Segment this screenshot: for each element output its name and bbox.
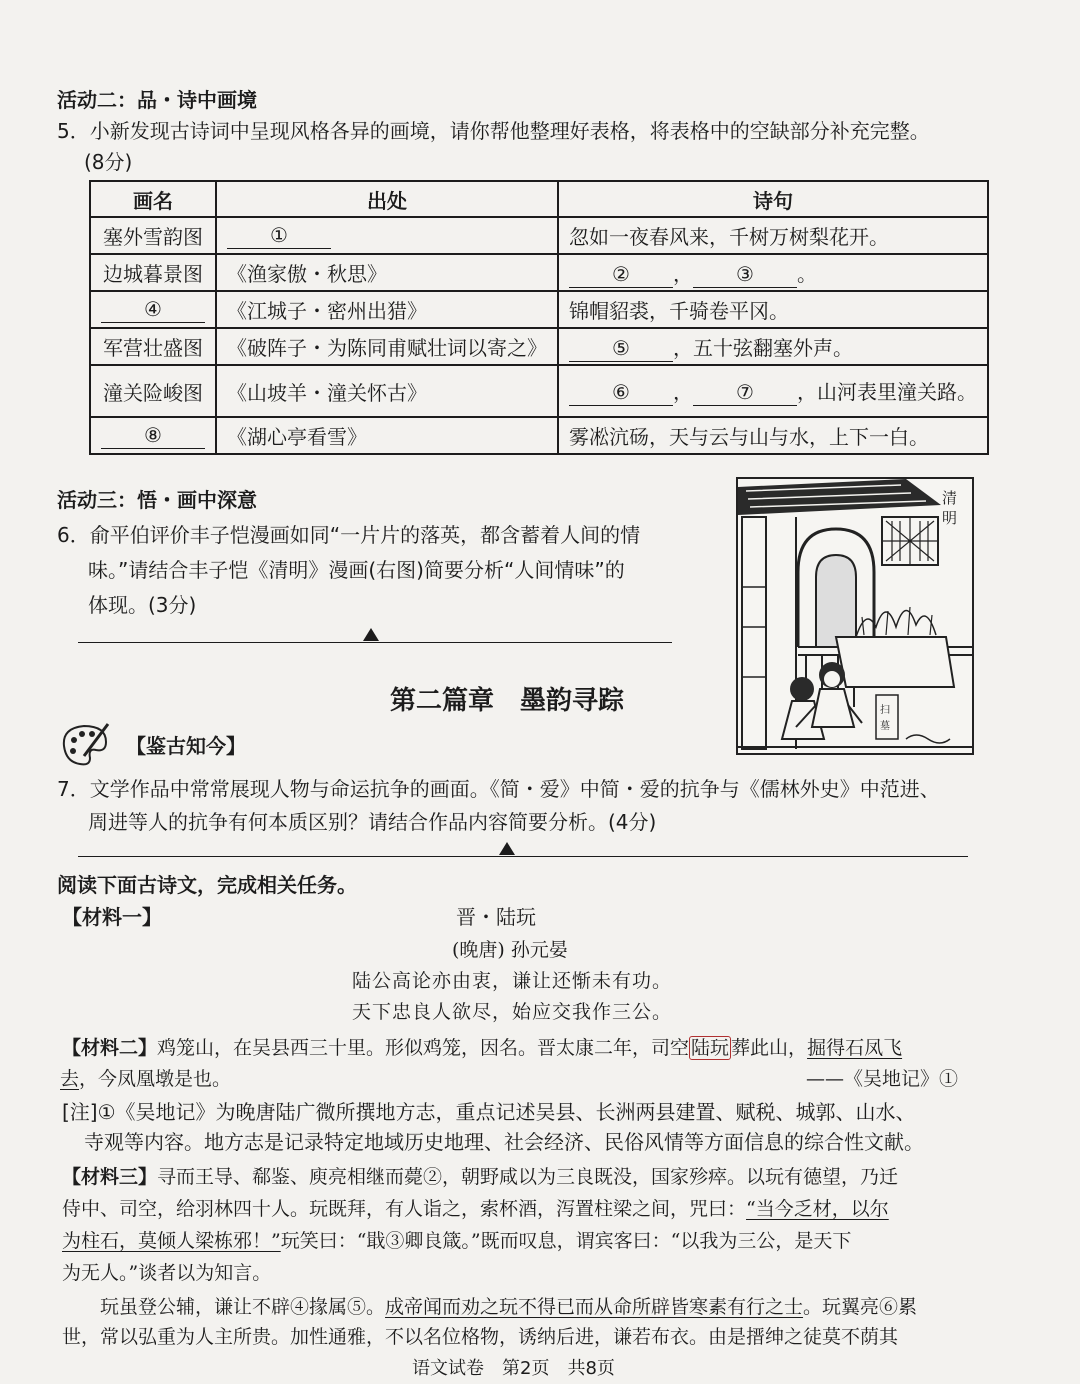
blank-3[interactable]: ③	[693, 261, 797, 288]
material3-line-1	[62, 1162, 898, 1192]
material2-text: 鸡笼山，在吴县西三十里。形似鸡笼，因名。晋太康二年，司空	[157, 1037, 690, 1059]
q7-answer-line[interactable]	[78, 856, 968, 857]
material1-line-2: 天下忠良人欲尽，始应交我作三公。	[352, 1001, 673, 1023]
material3-text: 侍中、司空，给羽林四十人。玩既拜，有人诣之，索杯酒，泻置柱梁之间，咒曰：	[62, 1198, 747, 1220]
table-row	[90, 365, 988, 417]
period: 。	[797, 261, 817, 286]
q5-prompt: 5．小新发现古诗词中呈现风格各异的画境，请你帮他整理好表格，将表格中的空缺部分补充完整。	[57, 119, 930, 143]
q7-line-2: 周进等人的抗争有何本质区别？请结合作品内容简要分析。(4分)	[88, 810, 657, 834]
poem-rest: ，山河表里潼关路。	[797, 380, 977, 404]
q7-line-1: 7．文学作品中常常展现人物与命运抗争的画面。《简・爱》中简・爱的抗争与《儒林外史》中范进、	[57, 777, 940, 801]
cell-poem: 雾凇沆砀，天与云与山与水，上下一白。	[558, 417, 988, 454]
table-row	[90, 328, 988, 365]
reading-intro: 阅读下面古诗文，完成相关任务。	[57, 873, 357, 897]
cell-name: 军营壮盛图	[90, 328, 216, 365]
section-label: 【鉴古知今】	[126, 734, 246, 758]
material3-p2-line-2: 世，常以弘重为人主所贵。加性通雅，不以名位格物，诱纳后进，谦若布衣。由是搢绅之徒莫不荫其	[62, 1326, 899, 1348]
blank-1[interactable]: ①	[227, 222, 331, 249]
cell-poem: 锦帽貂裘，千骑卷平冈。	[558, 291, 988, 328]
q5-score: (8分)	[84, 150, 133, 174]
page-footer: 语文试卷 第2页 共8页	[412, 1358, 615, 1379]
material1-author: (晚唐) 孙元晏	[452, 939, 568, 961]
painting-caption-1: 清	[942, 489, 958, 507]
underlined-phrase: 去	[60, 1068, 80, 1090]
q6-line-1: 6．俞平伯评价丰子恺漫画如同“一片片的落英，都含蓄着人间的情	[57, 523, 641, 547]
blank-5[interactable]: ⑤	[569, 335, 673, 362]
comma: ，	[673, 261, 693, 286]
cell-poem	[558, 254, 988, 291]
answer-triangle-icon	[499, 842, 515, 855]
material2-source: ——《吴地记》①	[806, 1068, 959, 1090]
material2-line-2	[60, 1064, 231, 1094]
blank-4[interactable]: ④	[101, 296, 205, 323]
activity3-title: 活动三：悟・画中深意	[57, 488, 257, 512]
palette-icon	[58, 720, 112, 768]
q6-line-2: 味。”请结合丰子恺《清明》漫画(右图)简要分析“人间情味”的	[88, 558, 625, 582]
table-row	[90, 254, 988, 291]
header-source: 出处	[216, 181, 558, 217]
header-poem: 诗句	[558, 181, 988, 217]
answer-triangle-icon	[363, 628, 379, 641]
material3-line-4: 为无人。”谈者以为知言。	[62, 1262, 272, 1284]
material3-text: 玩虽登公辅，谦让不辟④掾属⑤。	[100, 1296, 386, 1318]
table-row	[90, 217, 988, 254]
blank-2[interactable]: ②	[569, 261, 673, 288]
cell-source: 《山坡羊・潼关怀古》	[216, 365, 558, 417]
painting-tablet-2: 墓	[880, 721, 890, 732]
marked-name: 陆玩	[691, 1037, 730, 1059]
blank-6[interactable]: ⑥	[569, 379, 673, 406]
note-line-2: 寺观等内容。地方志是记录特定地域历史地理、社会经济、民俗风情等方面信息的综合性文献。	[84, 1130, 924, 1154]
material2-label: 【材料二】	[62, 1037, 158, 1059]
poem-table	[89, 180, 989, 455]
material3-text: 玩笑曰：“戢③卿良箴。”既而叹息，谓宾客曰：“以我为三公，是天下	[280, 1230, 852, 1252]
painting-caption-2: 明	[942, 509, 958, 527]
material3-line-3	[62, 1226, 851, 1256]
header-name: 画名	[90, 181, 216, 217]
material2-text: 葬此山，	[731, 1037, 808, 1059]
material2-line-1	[62, 1033, 902, 1063]
q6-answer-line[interactable]	[78, 642, 672, 643]
material3-text: 。玩翼亮⑥累	[803, 1296, 918, 1318]
qingming-painting	[736, 477, 974, 755]
poem-rest: ，五十弦翻塞外声。	[673, 335, 853, 360]
comma: ，	[673, 380, 693, 404]
underlined-phrase: 成帝闻而劝之玩不得已而从命所辟皆寒素有行之士	[385, 1296, 804, 1318]
cell-source: 《渔家傲・秋思》	[216, 254, 558, 291]
underlined-phrase: 掘得石凤飞	[807, 1037, 903, 1059]
underlined-phrase: 为柱石，莫倾人梁栋邪！”	[62, 1230, 281, 1252]
material3-line-2	[62, 1194, 889, 1224]
material3-text: 寻而王导、郗鉴、庾亮相继而薨②，朝野咸以为三良既没，国家殄瘁。以玩有德望，乃迁	[157, 1166, 899, 1188]
cell-source: 《湖心亭看雪》	[216, 417, 558, 454]
cell-name	[90, 417, 216, 454]
material3-label: 【材料三】	[62, 1166, 158, 1188]
chapter-title: 第二篇章 墨韵寻踪	[390, 686, 625, 716]
cell-source	[216, 217, 558, 254]
activity2-title: 活动二：品・诗中画境	[57, 88, 257, 112]
painting-icon	[736, 477, 974, 755]
table-row	[90, 417, 988, 454]
material1-title: 晋・陆玩	[456, 905, 536, 929]
table-row	[90, 291, 988, 328]
material1-label: 【材料一】	[62, 905, 162, 929]
q6-line-3: 体现。(3分)	[88, 593, 197, 617]
underlined-phrase: “当今乏材，以尔	[746, 1198, 889, 1220]
cell-name	[90, 291, 216, 328]
material3-p2-line-1	[100, 1292, 917, 1322]
cell-poem	[558, 328, 988, 365]
painting-tablet-1: 扫	[880, 705, 890, 716]
table-header-row	[90, 181, 988, 217]
cell-poem	[558, 365, 988, 417]
cell-name: 潼关险峻图	[90, 365, 216, 417]
note-line-1: [注]①《吴地记》为晚唐陆广微所撰地方志，重点记述吴县、长洲两县建置、赋税、城郭、山水、	[62, 1100, 916, 1124]
material1-line-1: 陆公高论亦由衷，谦让还惭未有功。	[352, 970, 673, 992]
cell-source: 《破阵子・为陈同甫赋壮词以寄之》	[216, 328, 558, 365]
cell-poem: 忽如一夜春风来，千树万树梨花开。	[558, 217, 988, 254]
cell-name: 边城暮景图	[90, 254, 216, 291]
blank-7[interactable]: ⑦	[693, 379, 797, 406]
material2-text: ，今凤凰墩是也。	[79, 1068, 232, 1090]
blank-8[interactable]: ⑧	[101, 422, 205, 449]
cell-name: 塞外雪韵图	[90, 217, 216, 254]
cell-source: 《江城子・密州出猎》	[216, 291, 558, 328]
